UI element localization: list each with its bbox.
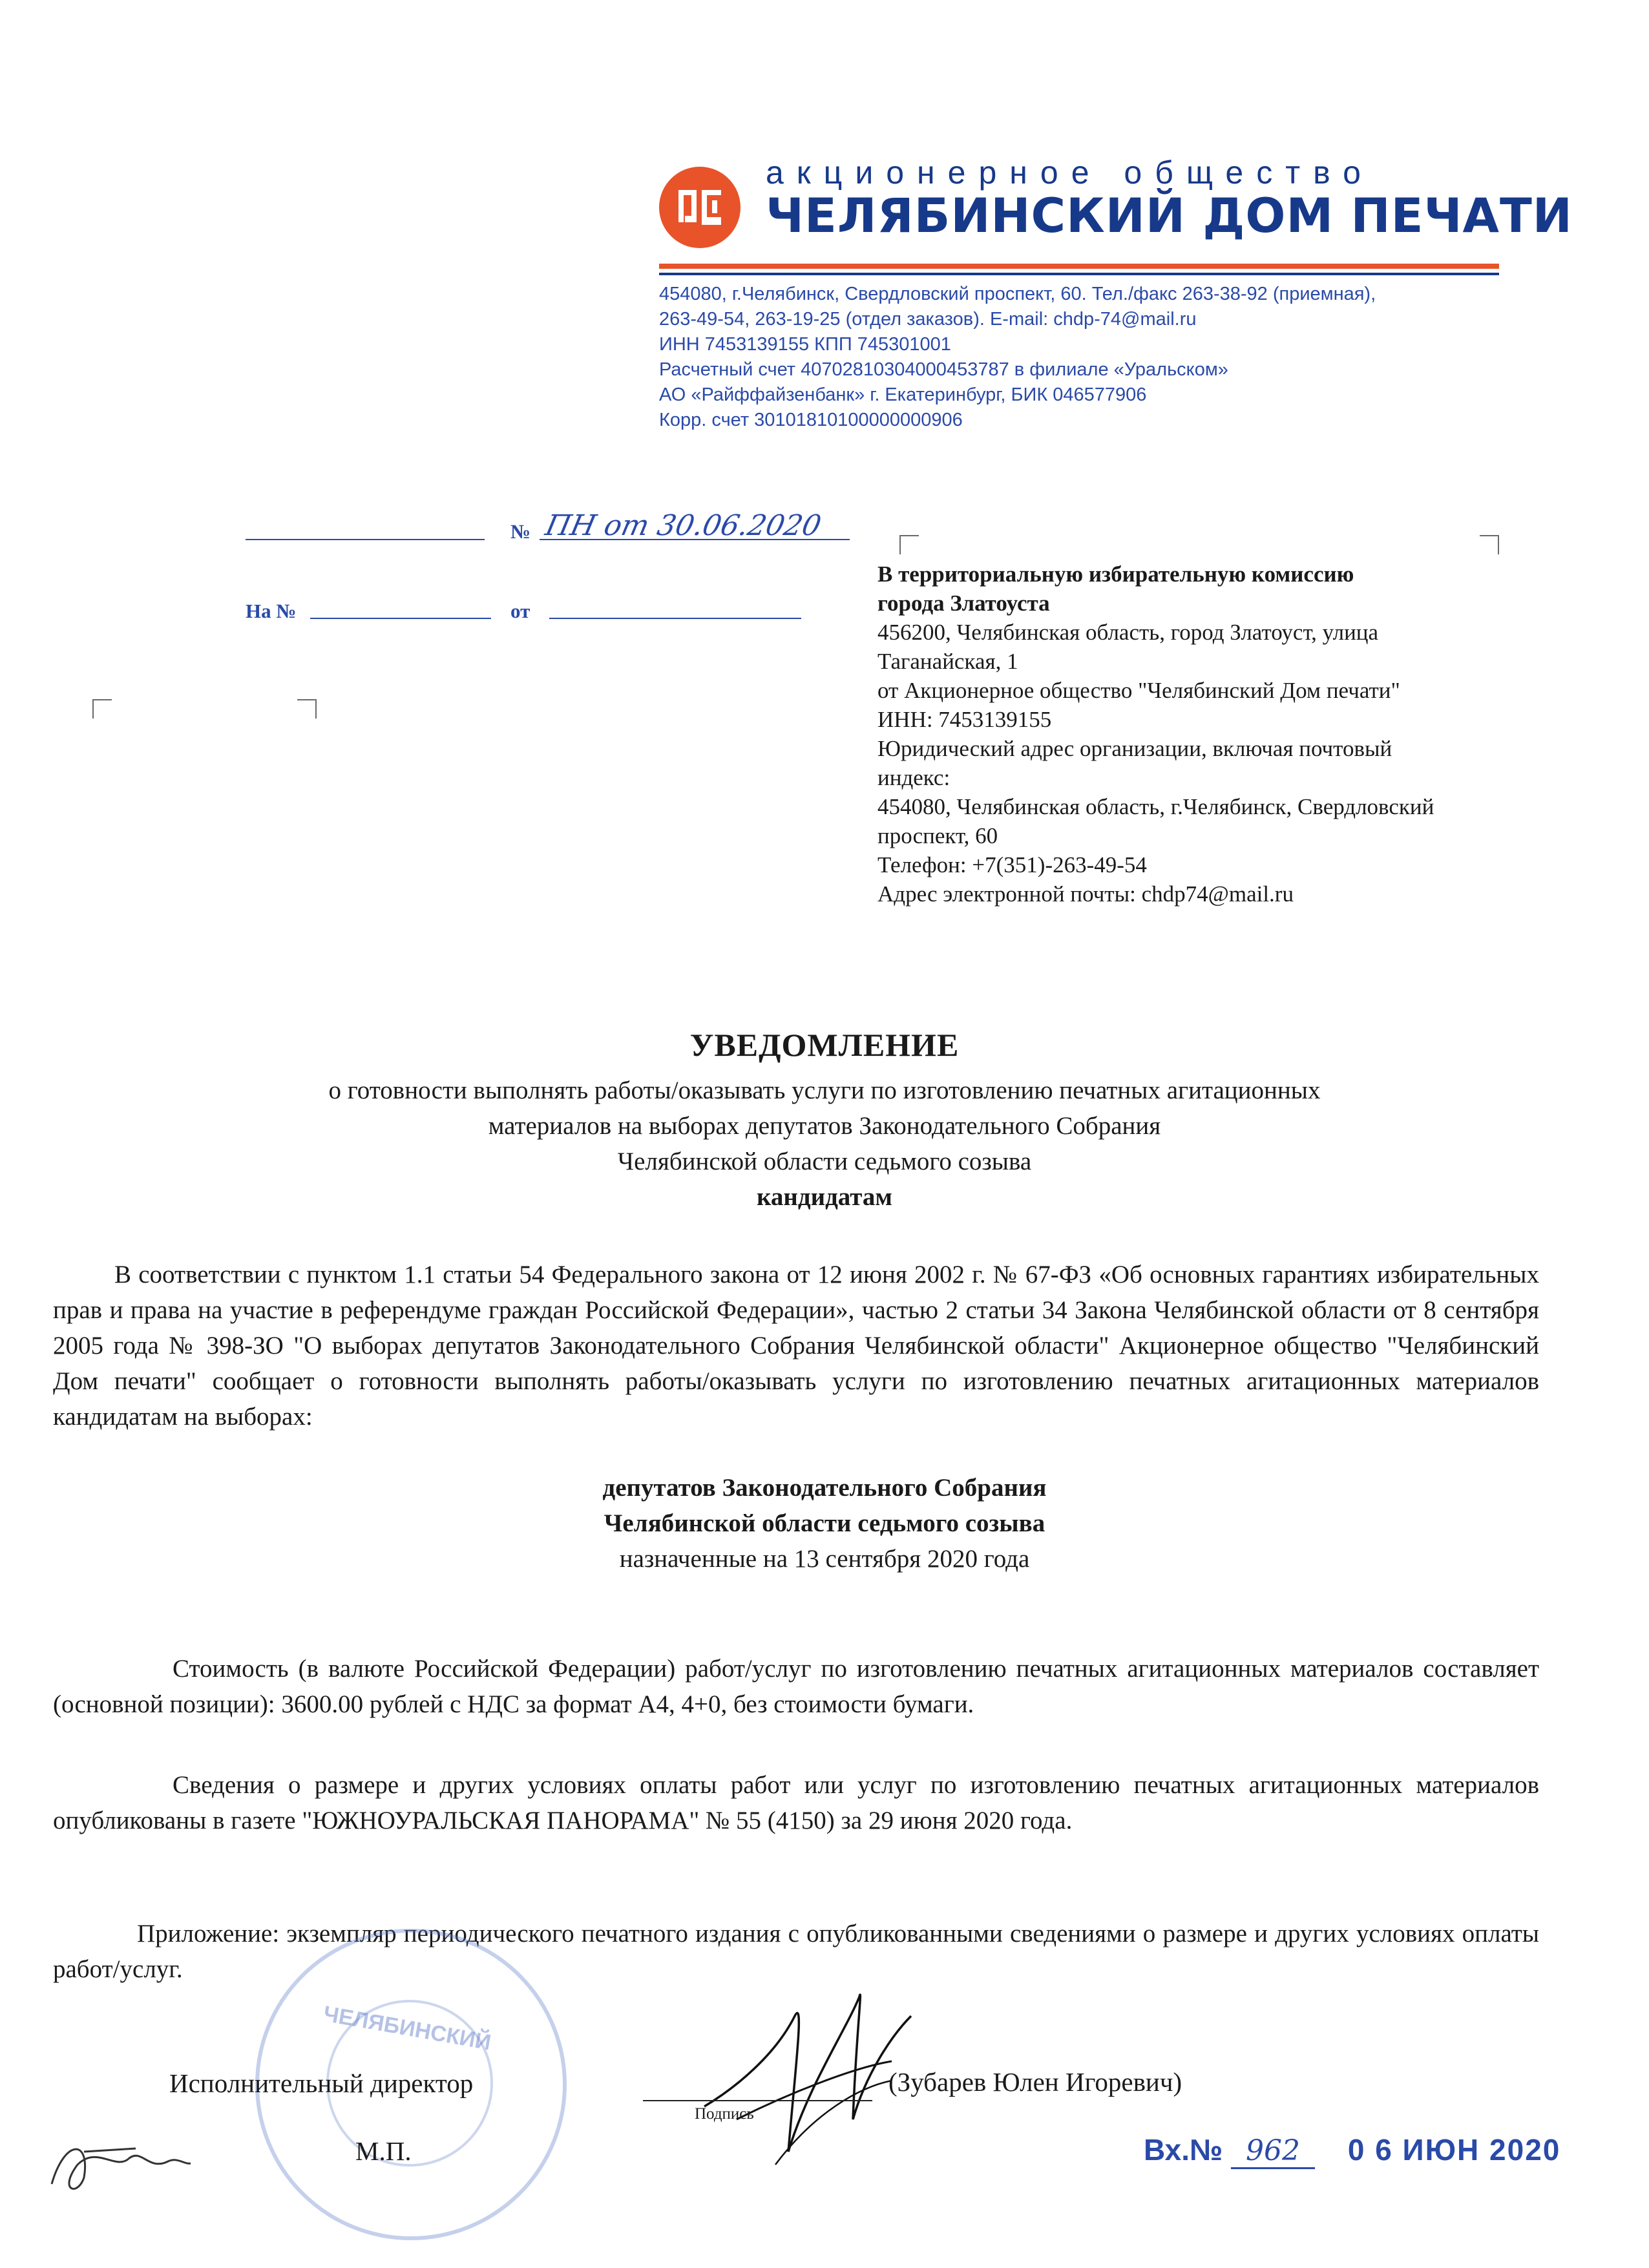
corner-mark bbox=[1480, 535, 1499, 554]
outgoing-date-line bbox=[246, 517, 485, 540]
company-name: ЧЕЛЯБИНСКИЙ ДОМ ПЕЧАТИ bbox=[766, 189, 1573, 244]
addressee-block bbox=[877, 560, 1556, 908]
corner-mark bbox=[92, 699, 112, 719]
paragraph-cost: Стоимость (в валюте Российской Федерации) работ/услуг по изготовлению печатных агитационных материалов составляет (основной позиции): 3600.00 рублей с НДС за формат А4, 4+0, без стоимости бумаги. bbox=[53, 1655, 1539, 1718]
na-label: На № bbox=[246, 600, 297, 622]
number-sign: № bbox=[510, 520, 531, 543]
addressee-line: 456200, Челябинская область, город Златоуст, улица bbox=[877, 620, 1379, 645]
handwritten-outgoing-number: ПН от 30.06.2020 bbox=[542, 509, 824, 542]
paragraph-attachment: Приложение: экземпляр периодического печатного издания с опубликованными сведениями о размере и других условиях оплаты работ/услуг. bbox=[53, 1920, 1539, 1983]
incoming-date: 0 6 ИЮН 2020 bbox=[1347, 2133, 1561, 2167]
subtitle-line: о готовности выполнять работы/оказывать услуги по изготовлению печатных агитационных bbox=[328, 1076, 1321, 1104]
incoming-label: Вх.№ bbox=[1144, 2133, 1223, 2167]
addressee-line: Телефон: +7(351)-263-49-54 bbox=[877, 852, 1147, 877]
addressee-line: проспект, 60 bbox=[877, 823, 998, 848]
ot-label: от bbox=[510, 600, 530, 622]
addressee-line: Адрес электронной почты: chdp74@mail.ru bbox=[877, 881, 1294, 907]
subtitle-bold-line: кандидатам bbox=[757, 1183, 892, 1211]
company-type: акционерное общество bbox=[766, 154, 1374, 191]
addressee-title: города Златоуста bbox=[877, 591, 1050, 616]
requisites-line: ИНН 7453139155 КПП 745301001 bbox=[659, 334, 951, 355]
signature-label: Подпись bbox=[695, 2105, 754, 2123]
seal-text: ЧЕЛЯБИНСКИЙ bbox=[321, 2001, 493, 2055]
signatory-name: (Зубарев Юлен Игоревич) bbox=[888, 2067, 1182, 2097]
requisites-line: АО «Райффайзенбанк» г. Екатеринбург, БИК 046577906 bbox=[659, 384, 1147, 405]
signatory-position: Исполнительный директор bbox=[169, 2068, 474, 2098]
document-title: УВЕДОМЛЕНИЕ bbox=[689, 1027, 960, 1063]
election-date: назначенные на 13 сентября 2020 года bbox=[619, 1545, 1030, 1573]
addressee-line: Таганайская, 1 bbox=[877, 649, 1018, 674]
elections-line-2: Челябинской области седьмого созыва bbox=[604, 1509, 1045, 1537]
corner-mark bbox=[899, 535, 919, 554]
corner-mark bbox=[297, 699, 317, 719]
stamp-place-label: М.П. bbox=[355, 2136, 412, 2166]
requisites-line: Корр. счет 30101810100000000906 bbox=[659, 410, 963, 430]
addressee-line: индекс: bbox=[877, 765, 951, 790]
subtitle-line: Челябинской области седьмого созыва bbox=[617, 1148, 1032, 1175]
incoming-registration-stamp bbox=[1144, 2132, 1560, 2169]
requisites-line: 263-49-54, 263-19-25 (отдел заказов). E-mail: chdp-74@mail.ru bbox=[659, 309, 1197, 330]
addressee-line: от Акционерное общество "Челябинский Дом печати" bbox=[877, 678, 1400, 703]
handwritten-signature bbox=[698, 1958, 956, 2171]
company-requisites bbox=[659, 282, 1376, 433]
na-date-line bbox=[549, 596, 801, 619]
addressee-line: ИНН: 7453139155 bbox=[877, 707, 1052, 732]
document-subtitle bbox=[0, 1073, 1649, 1215]
letterhead-rule-blue bbox=[659, 273, 1499, 275]
requisites-line: Расчетный счет 40702810304000453787 в филиале «Уральском» bbox=[659, 359, 1228, 380]
signature-line bbox=[643, 2100, 872, 2101]
margin-initials-signature bbox=[39, 2113, 200, 2203]
requisites-line: 454080, г.Челябинск, Свердловский проспект, 60. Тел./факс 263-38-92 (приемная), bbox=[659, 284, 1376, 304]
elections-line-1: депутатов Законодательного Собрания bbox=[602, 1474, 1047, 1502]
addressee-line: Юридический адрес организации, включая почтовый bbox=[877, 736, 1392, 761]
subtitle-line: материалов на выборах депутатов Законодательного Собрания bbox=[488, 1112, 1161, 1140]
incoming-number: 962 bbox=[1231, 2134, 1315, 2169]
addressee-title: В территориальную избирательную комиссию bbox=[877, 562, 1354, 587]
na-number-line bbox=[310, 596, 491, 619]
paragraph-legal-basis: В соответствии с пунктом 1.1 статьи 54 Федерального закона от 12 июня 2002 г. № 67-ФЗ «Об основных гарантиях избирательных прав и права на участие в референдуме граждан Российской Федерации», частью 2 статьи 34 Закона Челябинской области от 8 сентября 2005 года № 398-ЗО "О выборах депутатов Законодательного Собрания Челябинской области" Акционерное общество "Челябинский Дом печати" сообщает о готовности выполнять работы/оказывать услуги по изготовлению печатных агитационных материалов кандидатам на выборах: bbox=[53, 1261, 1539, 1431]
paragraph-payment-terms: Сведения о размере и других условиях оплаты работ или услуг по изготовлению печатных агитационных материалов опубликованы в газете "ЮЖНОУРАЛЬСКАЯ ПАНОРАМА" № 55 (4150) за 29 июня 2020 года. bbox=[53, 1771, 1539, 1834]
addressee-line: 454080, Челябинская область, г.Челябинск, Свердловский bbox=[877, 794, 1434, 819]
company-logo bbox=[659, 167, 740, 248]
letterhead-rule-orange bbox=[659, 264, 1499, 269]
logo-mark-icon bbox=[659, 167, 740, 248]
